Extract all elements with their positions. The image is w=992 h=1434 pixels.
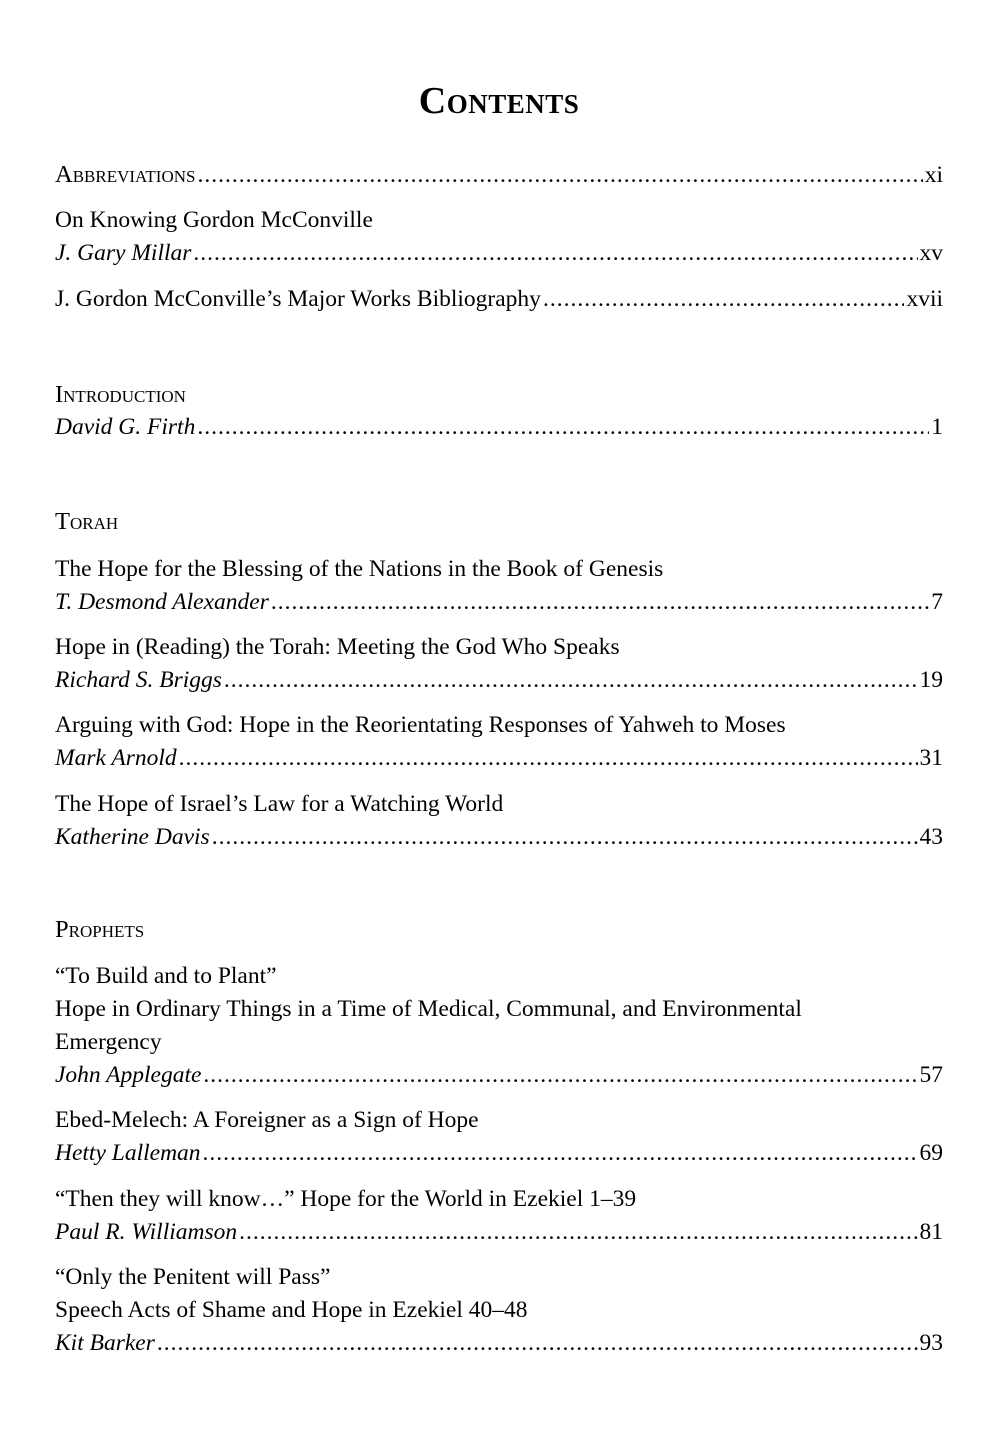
page-number: 93 bbox=[919, 1330, 943, 1356]
entry-title: Arguing with God: Hope in the Reorientating Responses of Yahweh to Moses bbox=[55, 712, 786, 738]
entry-author: David G. Firth bbox=[55, 414, 196, 440]
entry-title-line: Emergency bbox=[55, 1029, 162, 1055]
section-heading: Prophets bbox=[55, 916, 145, 943]
toc-entry[interactable] bbox=[55, 553, 943, 619]
page-number: 81 bbox=[919, 1219, 943, 1245]
page-number: xv bbox=[919, 240, 943, 266]
entry-author: Katherine Davis bbox=[55, 824, 210, 850]
toc-entry[interactable] bbox=[55, 1183, 943, 1249]
section-heading: Introduction bbox=[55, 381, 186, 408]
toc-entry[interactable] bbox=[55, 788, 943, 854]
entry-author: John Applegate bbox=[55, 1062, 202, 1088]
dot-leader bbox=[224, 664, 918, 697]
dot-leader bbox=[197, 411, 929, 444]
page-number: xvii bbox=[906, 286, 943, 312]
page-title: Contents bbox=[418, 80, 580, 122]
entry-title-line: Speech Acts of Shame and Hope in Ezekiel 40–48 bbox=[55, 1297, 528, 1323]
entry-label: Abbreviations bbox=[55, 161, 196, 188]
section-heading: Torah bbox=[55, 508, 119, 535]
entry-title: Hope in (Reading) the Torah: Meeting the God Who Speaks bbox=[55, 634, 620, 660]
entry-title-line: Hope in Ordinary Things in a Time of Medical, Communal, and Environmental bbox=[55, 996, 802, 1022]
toc-entry-bibliography[interactable] bbox=[55, 283, 943, 316]
page-number: 57 bbox=[919, 1062, 943, 1088]
dot-leader bbox=[193, 237, 917, 270]
entry-title-line: “Only the Penitent will Pass” bbox=[55, 1264, 331, 1290]
toc-entry[interactable] bbox=[55, 709, 943, 775]
page-number: 7 bbox=[931, 589, 943, 615]
dot-leader bbox=[271, 586, 929, 619]
entry-author: T. Desmond Alexander bbox=[55, 589, 269, 615]
toc-entry[interactable] bbox=[55, 1261, 943, 1360]
entry-author: Richard S. Briggs bbox=[55, 667, 222, 693]
page-number: 31 bbox=[919, 745, 943, 771]
entry-author: Kit Barker bbox=[55, 1330, 155, 1356]
dot-leader bbox=[543, 283, 905, 316]
entry-title: The Hope for the Blessing of the Nations in the Book of Genesis bbox=[55, 556, 664, 582]
toc-entry-knowing[interactable] bbox=[55, 204, 943, 270]
page-number: 19 bbox=[919, 667, 943, 693]
dot-leader bbox=[203, 1137, 918, 1170]
toc-entry[interactable] bbox=[55, 631, 943, 697]
page-number: xi bbox=[924, 162, 943, 188]
dot-leader bbox=[212, 821, 918, 854]
entry-author: Mark Arnold bbox=[55, 745, 177, 771]
dot-leader bbox=[197, 159, 922, 192]
entry-title-line: Ebed-Melech: A Foreigner as a Sign of Hope bbox=[55, 1107, 479, 1133]
entry-label: J. Gordon McConville’s Major Works Bibliography bbox=[55, 286, 541, 312]
dot-leader bbox=[157, 1327, 918, 1360]
entry-title-line: “Then they will know…” Hope for the World in Ezekiel 1–39 bbox=[55, 1186, 637, 1212]
toc-entry[interactable] bbox=[55, 1104, 943, 1170]
section-prophets bbox=[55, 913, 943, 946]
page-number: 69 bbox=[919, 1140, 943, 1166]
entry-author: J. Gary Millar bbox=[55, 240, 192, 266]
entry-author: Paul R. Williamson bbox=[55, 1219, 238, 1245]
entry-title: The Hope of Israel’s Law for a Watching World bbox=[55, 791, 504, 817]
page-number: 43 bbox=[919, 824, 943, 850]
page-number: 1 bbox=[931, 414, 943, 440]
entry-title-line: “To Build and to Plant” bbox=[55, 963, 277, 989]
toc-entry-introduction[interactable] bbox=[55, 411, 943, 444]
section-torah bbox=[55, 505, 943, 538]
toc-entry-abbreviations[interactable] bbox=[55, 158, 943, 191]
dot-leader bbox=[203, 1059, 917, 1092]
dot-leader bbox=[179, 742, 918, 775]
toc-entry[interactable] bbox=[55, 960, 943, 1092]
section-introduction bbox=[55, 378, 943, 444]
entry-title: On Knowing Gordon McConville bbox=[55, 207, 373, 233]
dot-leader bbox=[239, 1216, 917, 1249]
entry-author: Hetty Lalleman bbox=[55, 1140, 201, 1166]
